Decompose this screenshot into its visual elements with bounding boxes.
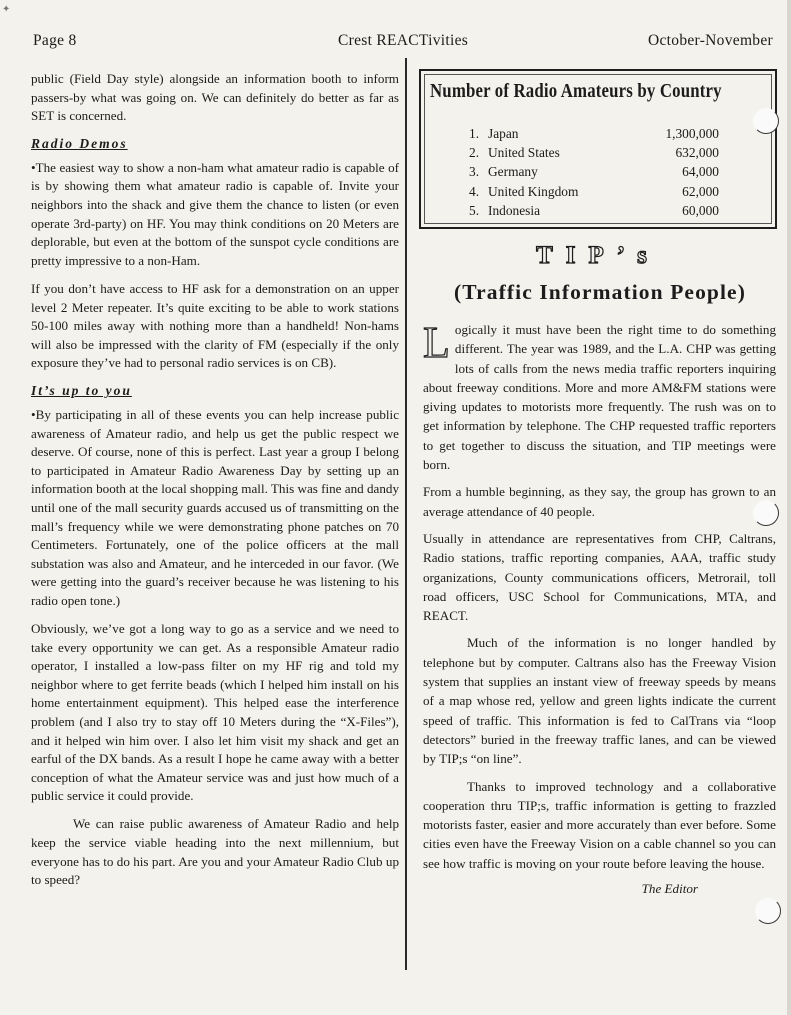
stats-box-title: Number of Radio Amateurs by Country [430, 80, 722, 102]
page-edge-shadow [787, 0, 791, 1015]
issue-date: October-November [648, 32, 773, 49]
list-item [469, 201, 719, 220]
country-name: United States [488, 145, 560, 161]
page-header [33, 32, 773, 54]
country-name: United Kingdom [488, 183, 579, 199]
paragraph [423, 320, 776, 474]
paragraph-text: ogically it must have been the right time to do something different. The year was 1989, and the L.A. CHP was getting lots of calls from the news media traffic reporters inquiring about freeway conditions. More and more AM&FM stations were giving updates to motorists more frequently. The rush was on to get information by telephone. The CHP requested traffic reporters to get together to discuss the situation, and TIP meetings were born. [423, 322, 776, 473]
paragraph: If you don’t have access to HF ask for a demonstration on an upper level 2 Meter repeater. It’s quite exciting to be able to work stations 50-100 miles away with nothing more than a handheld! Non-hams will also be impressed with the clarity of FM (especially if the only exposure they’ve had to personal radio services is on CB). [31, 280, 399, 371]
amateur-count: 62,000 [682, 183, 719, 199]
country-list [469, 124, 719, 220]
article-subtitle: (Traffic Information People) [454, 280, 746, 304]
page-number: Page 8 [33, 32, 77, 49]
rank-number: 3. [469, 164, 480, 180]
paragraph: We can raise public awareness of Amateur Radio and help keep the service viable heading into the next millennium, but everyone has to do his part. Are you and your Amateur Radio Club up to speed? [31, 816, 399, 888]
paragraph: Usually in attendance are representatives from CHP, Caltrans, Radio stations, traffic reporting companies, AAA, traffic study organizations, County communications officers, Metrorail, toll road officers, USC School for Communications, MTA, and REACT. [423, 530, 776, 624]
paragraph: Obviously, we’ve got a long way to go as a service and we need to take every opportunity we can get. As a responsible Amateur radio operator, I installed a low-pass filter on my HF rig and told my neighbor where to get ferrite beads (which I helped him install on his home entertainment equipment). This helped ease the interference problem (and I also try to stay off 10 Meters during the “X-Files”), and it helped win him over. I also let him visit my shack and get an earful of the DX bands. As a result I hope he came away with a better conception of what the Amateur service was and just how much of a public service it could provide. [31, 621, 399, 804]
list-item [469, 143, 719, 162]
newsletter-title: Crest REACTivities [338, 32, 469, 49]
amateur-count: 60,000 [682, 202, 719, 218]
page-curl-icon [753, 108, 779, 134]
paragraph: From a humble beginning, as they say, the group has grown to an average attendance of 40 people. [423, 484, 776, 519]
amateur-count: 632,000 [675, 145, 719, 161]
paragraph: public (Field Day style) alongside an information booth to inform passers-by what was going on. We can definitely do better as far as SET is concerned. [31, 71, 399, 124]
paragraph: Much of the information is no longer handled by telephone but by computer. Caltrans also has the Freeway Vision system that supplies an instant view of freeway speeds by means of a map whose red, yellow and green lights indicate the current speed of traffic. This information is fed to CalTrans via “loop detectors” buried in the freeway traffic lanes, and can be viewed by TIP;s “on line”. [423, 635, 776, 767]
amateur-count: 1,300,000 [665, 126, 719, 141]
article-title: TIP’s [536, 242, 660, 269]
amateur-count: 64,000 [682, 164, 719, 180]
rank-number: 4. [469, 183, 480, 199]
list-item [469, 124, 719, 143]
list-item [469, 162, 719, 181]
page-curl-icon [755, 898, 781, 924]
paragraph: Thanks to improved technology and a collaborative cooperation thru TIP;s, traffic information is getting to frazzled motorists faster, easier and more accurately than ever before. Some cities even have the Freeway Vision on a cable channel so you can see how traffic is moving on your route before leaving the house. [423, 778, 776, 871]
left-column [31, 70, 399, 899]
section-heading-radio-demos: Radio Demos [31, 136, 128, 152]
section-heading-its-up-to-you: It’s up to you [31, 383, 132, 399]
stats-box [419, 69, 777, 229]
article-signoff: The Editor [641, 881, 698, 897]
rank-number: 5. [469, 202, 480, 218]
paragraph: •The easiest way to show a non-ham what amateur radio is capable of is by showing them what amateur radio is capable of. Invite your neighbors into the shack and give them the chance to listen (or even operate 3rd-party) on HF. You may think conditions on 20 Meters are deplorable, but even at the bottom of the sunspot cycle conditions are pretty impressive to a non-Ham. [31, 159, 399, 268]
country-name: Japan [488, 126, 519, 141]
column-divider [405, 58, 407, 970]
rank-number: 1. [469, 126, 480, 141]
drop-cap: L [423, 318, 450, 367]
country-name: Germany [488, 164, 538, 180]
rank-number: 2. [469, 145, 480, 161]
country-name: Indonesia [488, 202, 541, 218]
right-column [423, 320, 776, 898]
scan-mark-icon: ✦ [2, 4, 11, 15]
paragraph: •By participating in all of these events you can help increase public awareness of Amateur radio, and help us get the public respect we deserve. Of course, none of this is perfect. Last year a group I belong to participated in Amateur Radio Awareness Day by setting up an information booth at the local shopping mall. This was fine and dandy until one of the mall security guards accused us of transmitting on the mall’s frequency while we were demonstrating phone patches on 70 Centimeters. Fortunately, one of the police officers at the mall substation was also and Amateur, and he interceded in our favor. (We were getting into the guard’s receiver because he was listening to his radio open tone.) [31, 407, 399, 608]
list-item [469, 182, 719, 201]
